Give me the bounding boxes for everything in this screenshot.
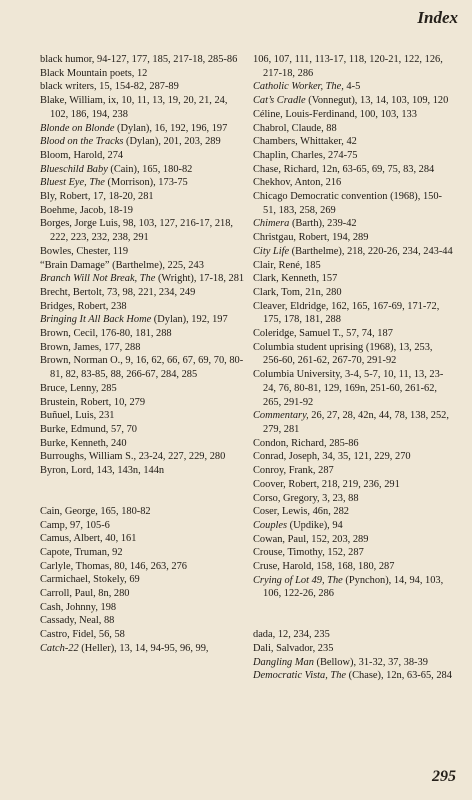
index-entry-head: Chambers, Whittaker, [253,136,344,148]
index-entry-head: Brown, James, [40,341,102,353]
index-entry [253,574,453,601]
index-entry [253,437,453,451]
index-entry-head: Carmichael, Stokely, [40,574,127,586]
index-entry-head: Columbia student uprising [253,341,364,353]
index-entry-pages: 97, 105-6 [67,519,110,531]
index-entry [253,190,453,217]
index-entry-head: City Life [253,245,290,257]
index-entry [40,94,245,121]
index-entry-pages: 218, 219, 236, 291 [319,478,400,490]
index-entry-pages: 4-5 [343,81,361,93]
index-entry-head: Borges, Jorge Luis, [40,218,121,230]
index-entry [40,450,245,464]
index-entry-pages: (Dylan), 192, 197 [151,314,228,326]
index-entry-pages: 26, 27, 28, 42n, 44, 78, 138, 252, 279, 281 [263,410,449,435]
index-entry [253,327,453,341]
index-entry [253,505,453,519]
index-entry [40,122,245,136]
index-entry-pages: (1968), 150-51, 183, 258, 269 [263,191,443,216]
index-entry [253,286,453,300]
index-entry [40,341,245,355]
index-entry-head: black writers, [40,81,97,93]
index-entry-pages: 231 [96,410,115,422]
index-entry-pages: 158, 168, 180, 287 [313,561,395,573]
index-entry [40,149,245,163]
index-entry-head: Bluest Eye, The [40,177,105,189]
index-entry-head: Clark, Kenneth, [253,273,320,285]
index-entry-head: Democratic Vista, The [253,670,347,682]
index-entry-continued [253,53,453,80]
index-entry-pages: 10, 279 [111,396,146,408]
index-entry [253,546,453,560]
index-entry-pages: 285 [98,382,117,394]
index-entry-head: Cain, George, [40,505,98,517]
index-entry-head: Brustein, Robert, [40,396,112,408]
index-entry-pages: 40, 161 [102,533,137,545]
index-entry [253,409,453,436]
index-entry-head: Dali, Salvador, [253,642,316,654]
index-entry [40,601,245,615]
index-entry-head: Camp, [40,519,68,531]
index-entry-head: Coser, Lewis, [253,506,311,518]
index-entry-pages: 88 [101,615,115,627]
index-column-right [253,53,453,683]
index-entry [40,628,245,642]
index-entry [253,163,453,177]
index-entry-head: Bringing It All Back Home [40,314,152,326]
index-entry-head: Chabrol, Claude, [253,122,324,134]
index-entry [253,149,453,163]
index-entry-head: Cleaver, Eldridge, [253,300,329,312]
index-entry-pages: (Pynchon), 14, 94, 103, 106, 122-26, 286 [263,574,444,600]
index-entry-head: Cash, Johnny, [40,601,98,613]
index-entry-pages: 194, 289 [329,232,369,244]
index-entry-head: Blake, William, [40,95,106,107]
index-entry-head: Branch Will Not Break, The [40,273,156,285]
index-entry-head: Chase, Richard, [253,163,320,175]
index-entry-head: Clark, Tom, [253,286,303,298]
index-entry [40,135,245,149]
index-entry-pages: (Vonnegut), 13, 14, 103, 109, 120 [305,95,449,107]
index-entry-head: Brown, Cecil, [40,328,99,340]
index-entry-pages: 106, 107, 111, 113-17, 118, 120-21, 122, 126, 217-18, 286 [253,54,443,79]
index-entry [253,94,453,108]
index-entry-head: Chicago Democratic convention [253,191,388,203]
index-entry [40,464,245,478]
index-entry-head: Couples [253,519,288,531]
index-entry-head: Commentary, [253,410,309,422]
index-entry [40,532,245,546]
index-entry [253,368,453,409]
index-entry-head: black humor, [40,54,95,65]
index-entry [253,122,453,136]
index-entry-pages: 216 [323,177,342,189]
index-entry [253,478,453,492]
index-entry-head: Conrad, Joseph, [253,451,320,463]
index-entry [40,519,245,533]
index-entry [253,217,453,231]
index-entry [253,642,453,656]
index-entry-pages: 12 [134,67,148,79]
index-entry [40,614,245,628]
index-entry-pages: 3, 23, 88 [319,492,359,504]
index-entry [40,382,245,396]
index-entry-pages: 12n, 63-65, 69, 75, 83, 284 [319,163,435,175]
index-entry [40,286,245,300]
index-entry-pages: 88 [323,122,337,134]
index-entry-head: Coleridge, Samuel T., [253,328,344,340]
index-entry-head: Catholic Worker, The, [253,81,344,93]
index-entry [40,53,245,67]
index-entry-head: Cassady, Neal, [40,615,102,627]
index-entry-head: dada, [253,629,276,641]
index-entry-pages: 8n, 280 [95,588,130,600]
index-entry [40,327,245,341]
index-entry-pages: 69 [126,574,140,586]
index-entry-pages: 162, 165, 167-69, 171-72, 175, 178, 181, 288 [263,300,440,326]
index-entry-pages: 287 [315,465,334,477]
index-entry-pages: (Morrison), 173-75 [104,177,188,189]
index-entry-head: Dangling Man [253,656,314,668]
index-entry [40,423,245,437]
index-entry-head: Crying of Lot 49, The [253,574,343,586]
index-entry-pages: 235 [315,642,334,654]
index-entry-head: Céline, Louis-Ferdinand, [253,108,358,120]
index-entry-head: Brown, Norman O., [40,355,123,367]
index-entry-head: Byron, Lord, [40,465,94,477]
index-entry-pages: (Barthelme), 225, 243 [109,259,204,271]
index-entry [40,80,245,94]
index-entry [40,272,245,286]
index-entry-pages: 17, 18-20, 281 [90,191,154,203]
page-header-title: Index [417,8,458,27]
index-entry-head: Castro, Fidel, [40,629,97,641]
index-entry [40,505,245,519]
index-entry-pages: (Dylan), 16, 192, 196, 197 [114,122,228,134]
index-entry [40,587,245,601]
index-entry [253,272,453,286]
index-entry [40,313,245,327]
index-entry-pages: 18-19 [106,204,133,216]
index-entry [40,642,245,656]
index-entry-pages: (Wright), 17-18, 281 [155,273,245,285]
index-entry-pages: 152, 287 [324,547,364,559]
index-entry-pages: (Updike), 94 [287,519,343,531]
index-entry-pages: 92 [109,546,123,558]
index-entry-head: Bowles, Chester, [40,245,111,257]
index-entry-head: Cowan, Paul, [253,533,309,545]
letter-section-gap [253,601,453,628]
index-entry [253,80,453,94]
index-entry-pages: 42 [343,136,357,148]
index-entry-pages: 12, 234, 235 [275,629,330,641]
index-entry-pages: 238 [108,300,127,312]
index-entry-head: Chekhov, Anton, [253,177,324,189]
index-entry [40,396,245,410]
index-entry-head: Catch-22 [40,642,79,654]
index-entry [40,300,245,314]
index-entry [40,560,245,574]
index-entry [40,204,245,218]
index-entry-pages: 198 [97,601,117,613]
index-entry-pages: (Bellow), 31-32, 37, 38-39 [313,656,428,668]
index-entry [253,135,453,149]
index-entry-pages: ix, 10, 11, 13, 19, 20, 21, 24, 102, 186, 194, 238 [50,95,228,120]
index-entry [40,546,245,560]
index-entry-head: Columbia University, [253,369,343,381]
index-entry [253,519,453,533]
index-entry-pages: 240 [108,437,127,449]
index-entry-pages: 100, 103, 133 [357,108,417,120]
index-entry [253,464,453,478]
index-entry-head: Condon, Richard, [253,437,327,449]
index-entry [253,176,453,190]
index-entry [40,190,245,204]
index-entry-pages: 177, 288 [101,341,141,353]
index-entry [253,108,453,122]
index-entry-head: Conroy, Frank, [253,465,316,477]
index-entry-head: Cruse, Harold, [253,561,314,573]
index-entry-head: Bly, Robert, [40,191,91,203]
index-entry-pages: 46n, 282 [310,506,349,518]
index-entry-head: Blood on the Tracks [40,136,124,148]
index-entry-pages: 56, 58 [96,629,125,641]
index-entry-pages: (1968), 13, 253, 256-60, 261-62, 267-70, 291-92 [263,341,433,367]
index-entry-head: Brecht, Bertolt, [40,286,105,298]
index-entry-pages: 98, 103, 127, 216-17, 218, 222, 223, 232, 238, 291 [50,218,233,244]
index-entry [253,492,453,506]
index-entry [40,176,245,190]
index-entry-head: Burroughs, William S., [40,451,137,463]
index-entry [253,656,453,670]
index-column-left [40,53,245,656]
index-entry-pages: 185 [302,259,321,271]
index-entry-head: Buñuel, Luis, [40,410,97,422]
index-entry [253,259,453,273]
index-entry-head: Cat’s Cradle [253,95,306,107]
index-entry-head: Bruce, Lenny, [40,382,99,394]
index-entry-head: Carlyle, Thomas, [40,560,112,572]
index-entry-pages: (Barthelme), 218, 220-26, 234, 243-44 [289,245,453,257]
index-entry-head: Blonde on Blonde [40,122,115,134]
index-entry-pages: 34, 35, 121, 229, 270 [319,451,411,463]
index-entry [253,560,453,574]
index-entry-pages: 57, 70 [108,423,137,435]
index-entry [253,450,453,464]
index-entry-pages: 157 [319,273,338,285]
index-entry [253,669,453,683]
index-entry [40,354,245,381]
index-entry-pages: 15, 154-82, 287-89 [96,81,179,93]
index-entry-head: “Brain Damage” [40,259,110,271]
index-entry-pages: 143, 143n, 144n [93,465,165,477]
index-entry-pages: 285-86 [326,437,359,449]
index-entry-pages: (Dylan), 201, 203, 289 [123,136,221,148]
index-entry [40,437,245,451]
index-entry-head: Clair, René, [253,259,303,271]
index-entry-head: Camus, Albert, [40,533,103,545]
index-entry-pages: 80, 146, 263, 276 [111,560,188,572]
index-entry-pages: 73, 98, 221, 234, 249 [104,286,196,298]
index-entry-pages: 3-4, 5-7, 10, 11, 13, 23-24, 76, 80-81, 129, 169n, 251-60, 261-62, 265, 291-92 [263,369,444,408]
index-entry-head: Coover, Robert, [253,478,320,490]
index-entry-pages: 23-24, 227, 229, 280 [136,451,226,463]
index-entry-head: Carroll, Paul, [40,588,96,600]
index-entry [40,163,245,177]
index-entry [40,67,245,81]
index-entry-head: Burke, Kenneth, [40,437,109,449]
index-entry [40,409,245,423]
index-entry-head: Chaplin, Charles, [253,149,326,161]
index-entry [40,573,245,587]
index-entry-head: Crouse, Timothy, [253,547,325,559]
index-entry-pages: 94-127, 177, 185, 217-18, 285-86 [94,54,238,65]
index-entry [253,231,453,245]
index-entry-pages: 152, 203, 289 [308,533,369,545]
index-entry [253,341,453,368]
index-entry-pages: 9, 16, 62, 66, 67, 69, 70, 80-81, 82, 83-85, 88, 266-67, 284, 285 [50,355,244,381]
index-entry-pages: (Chase), 12n, 63-65, 284 [346,670,452,682]
index-entry-pages: 165, 180-82 [97,505,151,517]
index-entry [40,259,245,273]
index-entry-pages: 21n, 280 [302,286,342,298]
index-entry-head: Blueschild Baby [40,163,108,175]
index-entry-pages: (Barth), 239-42 [289,218,357,230]
index-entry [40,245,245,259]
index-entry-head: Boehme, Jacob, [40,204,107,216]
index-entry [253,533,453,547]
index-entry-pages: (Cain), 165, 180-82 [107,163,193,175]
index-entry [253,628,453,642]
index-entry-head: Bridges, Robert, [40,300,109,312]
index-entry-head: Corso, Gregory, [253,492,320,504]
index-entry-pages: 176-80, 181, 288 [98,328,172,340]
page-number: 295 [432,768,456,785]
index-entry-head: Bloom, Harold, [40,149,105,161]
index-entry-head: Burke, Edmund, [40,423,109,435]
index-entry-head: Capote, Truman, [40,546,110,558]
index-entry-pages: 57, 74, 187 [343,328,393,340]
index-entry [253,300,453,327]
index-entry-pages: 274-75 [325,149,358,161]
index-entry-pages: 119 [110,245,129,257]
index-entry-head: Chimera [253,218,290,230]
letter-section-gap [40,478,245,505]
index-entry-head: Black Mountain poets, [40,67,135,79]
index-entry-pages: (Heller), 13, 14, 94-95, 96, 99, [78,642,209,654]
index-entry [40,217,245,244]
index-entry [253,245,453,259]
index-entry-pages: 274 [104,149,124,161]
index-entry-head: Christgau, Robert, [253,232,330,244]
